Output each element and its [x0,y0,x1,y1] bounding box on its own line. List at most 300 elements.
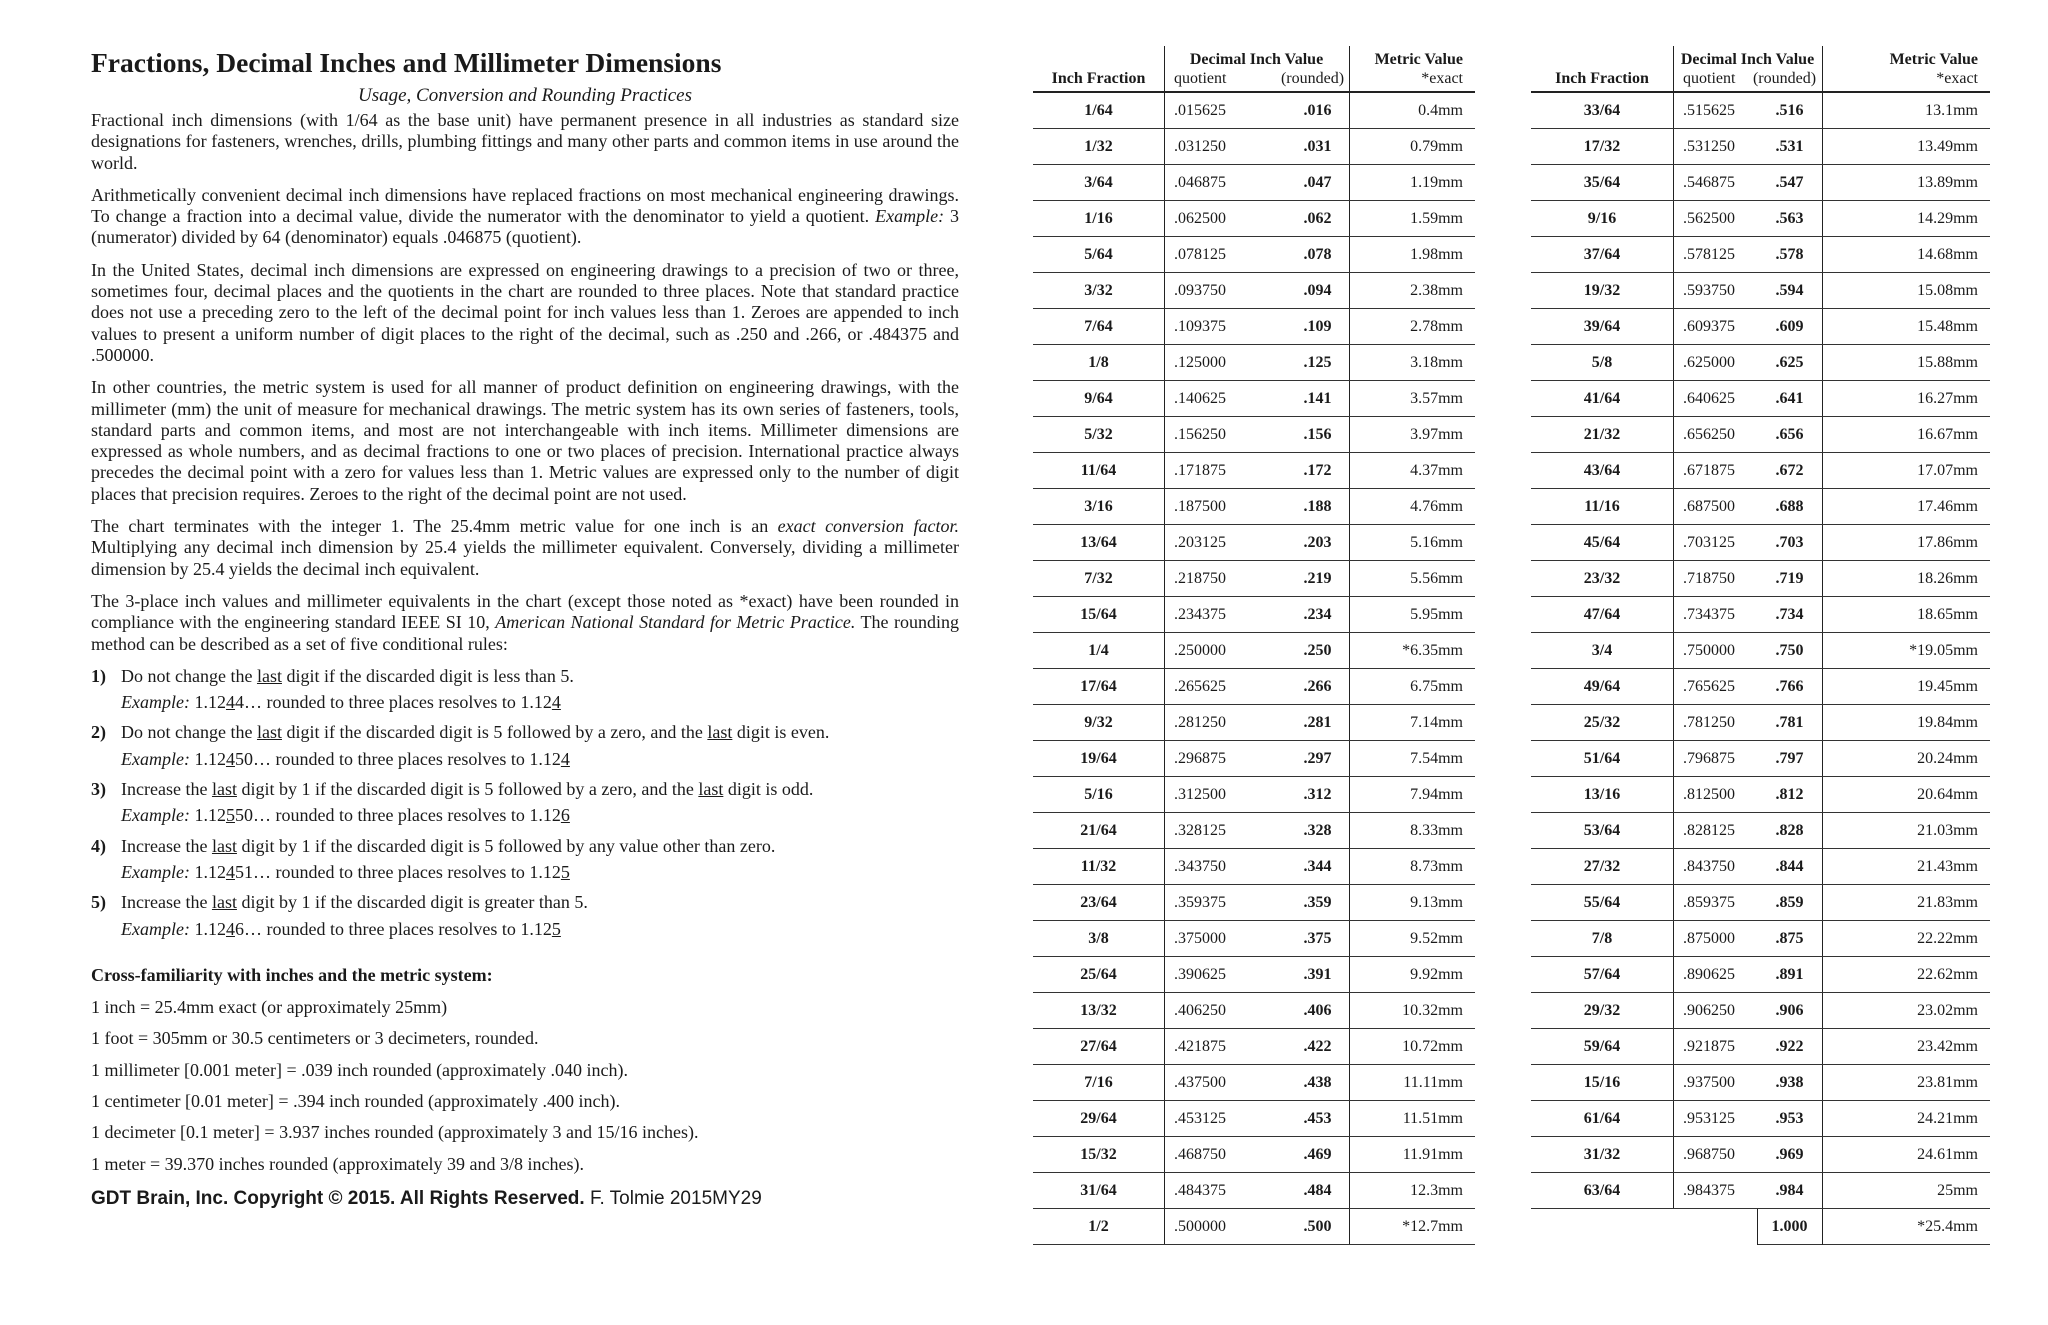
cell-inch-fraction: 29/32 [1583,1002,1621,1019]
conversion-line: 1 decimeter [0.1 meter] = 3.937 inches rounded (approximately 3 and 15/16 inches). [91,1122,699,1143]
column-divider [1822,885,1823,920]
column-divider [1673,849,1674,884]
column-divider [1822,1137,1823,1172]
column-divider [1822,813,1823,848]
cell-metric: 19.45mm [1917,678,1978,695]
table-row [1531,309,1990,345]
table-row [1033,489,1475,525]
column-divider [1673,46,1674,93]
column-divider [1822,777,1823,812]
cell-inch-fraction: 1/4 [1088,642,1109,659]
column-divider [1822,957,1823,992]
cell-metric: 1.59mm [1410,210,1463,227]
table-row [1531,1137,1990,1173]
table-row [1033,705,1475,741]
cell-rounded: .391 [1303,966,1332,983]
cell-inch-fraction: 21/64 [1080,822,1117,839]
cell-rounded: .453 [1303,1110,1332,1127]
table-row [1033,813,1475,849]
cell-inch-fraction: 53/64 [1583,822,1621,839]
cell-metric: 21.83mm [1917,894,1978,911]
header-exact-note: *exact [1421,70,1463,87]
cell-rounded: .266 [1303,678,1332,695]
table-row [1531,921,1990,957]
cell-inch-fraction: 9/32 [1084,714,1113,731]
cell-metric: 10.32mm [1402,1002,1463,1019]
table-header [1531,46,1990,93]
cell-metric: 11.91mm [1402,1146,1463,1163]
table-row [1531,777,1990,813]
rounding-rule: 2) Do not change the last digit if the discarded digit is 5 followed by a zero, and the last digit is even. Example: 1.12450… rounded to three places resolves to 1.124 [91,722,830,769]
cell-metric: 7.54mm [1410,750,1463,767]
table-row [1033,93,1475,129]
column-divider [1349,561,1350,596]
cell-quotient: .125000 [1174,354,1226,371]
cell-inch-fraction: 35/64 [1583,174,1621,191]
cell-quotient: .843750 [1683,858,1735,875]
column-divider [1164,129,1165,164]
column-divider [1822,633,1823,668]
paragraph-metric-practice: In other countries, the metric system is used for all manner of product definition on engineering drawings, with the millimeter (mm) the unit of measure for mechanical drawings. The metric system has its own series of fasteners, tools, standard parts and common items, and most are not interchangeable with inch items. Millimeter dimensions are expressed as whole numbers, and as decimal fractions to one or two places of precision. International practice always precedes the decimal point with a zero for values less than 1. Metric values are expressed only to the number of digit places that precision requires. Zeroes to the right of the decimal point are not used. [91,377,959,504]
column-divider [1822,345,1823,380]
conversion-line: 1 meter = 39.370 inches rounded (approximately 39 and 3/8 inches). [91,1153,585,1174]
table-row [1033,309,1475,345]
table-row [1531,453,1990,489]
cell-inch-fraction: 61/64 [1583,1110,1621,1127]
cell-metric: 9.92mm [1410,966,1463,983]
column-divider [1164,309,1165,344]
cell-rounded: .344 [1303,858,1332,875]
table-row [1531,993,1990,1029]
column-divider [1822,849,1823,884]
table-row [1531,165,1990,201]
cell-metric: 11.51mm [1402,1110,1463,1127]
cell-quotient: .265625 [1174,678,1226,695]
cell-rounded: .281 [1303,714,1332,731]
table-row [1033,1065,1475,1101]
cell-rounded: .438 [1303,1074,1332,1091]
column-divider [1164,201,1165,236]
table-row [1531,1101,1990,1137]
table-row [1033,885,1475,921]
cell-metric: 15.48mm [1917,318,1978,335]
header-decimal-inch-value: Decimal Inch Value [1680,51,1815,68]
cell-metric: 2.78mm [1410,318,1463,335]
cell-metric: 13.49mm [1917,138,1978,155]
cell-inch-fraction: 19/64 [1080,750,1117,767]
cell-inch-fraction: 57/64 [1583,966,1621,983]
cell-rounded: .875 [1775,930,1804,947]
table-row [1033,273,1475,309]
table-row [1033,993,1475,1029]
cell-inch-fraction: 3/16 [1084,498,1113,515]
header-metric-value: Metric Value [1374,51,1463,68]
table-row [1531,957,1990,993]
conversion-table [1033,46,1475,1245]
cell-inch-fraction: 13/32 [1080,1002,1117,1019]
table-row [1531,489,1990,525]
cell-metric: 16.67mm [1917,426,1978,443]
page-title: Fractions, Decimal Inches and Millimeter Dimensions [91,47,722,78]
column-divider [1349,381,1350,416]
column-divider [1822,273,1823,308]
cell-inch-fraction: 43/64 [1583,462,1621,479]
row-underline [1757,1244,1990,1245]
cell-inch-fraction: 3/32 [1084,282,1113,299]
cell-quotient: .468750 [1174,1146,1226,1163]
cell-inch-fraction: 45/64 [1583,534,1621,551]
column-divider [1822,201,1823,236]
cell-rounded: .797 [1775,750,1804,767]
cell-inch-fraction: 23/32 [1583,570,1621,587]
cell-rounded: .188 [1303,498,1332,515]
cell-rounded: .484 [1303,1182,1332,1199]
column-divider [1673,921,1674,956]
cell-quotient [1683,1209,1757,1244]
column-divider [1349,885,1350,920]
column-divider [1673,453,1674,488]
cell-metric: 15.88mm [1917,354,1978,371]
column-divider [1349,1065,1350,1100]
cell-metric: 16.27mm [1917,390,1978,407]
paragraph-rounding-standard: The 3-place inch values and millimeter equivalents in the chart (except those noted as *exact) have been rounded in compliance with the engineering standard IEEE SI 10, American National Standard for Metric Practice. The rounding method can be described as a set of five conditional rules: [91,590,959,654]
table-row [1033,201,1475,237]
cell-inch-fraction: 13/64 [1080,534,1117,551]
table-row [1531,273,1990,309]
column-divider [1164,741,1165,776]
column-divider [1673,777,1674,812]
column-divider [1349,1029,1350,1064]
column-divider [1673,561,1674,596]
column-divider [1673,633,1674,668]
column-divider [1164,813,1165,848]
cell-quotient: .015625 [1174,102,1226,119]
column-divider [1757,1209,1758,1245]
cell-rounded: .688 [1775,498,1804,515]
table-row [1033,741,1475,777]
header-rounded: (rounded) [1280,70,1345,87]
cell-metric: 23.42mm [1917,1038,1978,1055]
column-divider [1822,1209,1823,1245]
table-row [1531,237,1990,273]
cell-rounded: .062 [1303,210,1332,227]
table-row [1531,561,1990,597]
cell-inch-fraction: 11/32 [1080,858,1117,875]
conversion-line: 1 centimeter [0.01 meter] = .394 inch rounded (approximately .400 inch). [91,1090,620,1111]
cell-quotient: .140625 [1174,390,1226,407]
cell-metric: 6.75mm [1410,678,1463,695]
cell-quotient: .921875 [1683,1038,1735,1055]
cell-rounded: .500 [1303,1218,1332,1235]
cell-inch-fraction: 41/64 [1583,390,1621,407]
cell-metric: 9.52mm [1410,930,1463,947]
rounding-rule: 3) Increase the last digit by 1 if the discarded digit is 5 followed by a zero, and the last digit is odd. Example: 1.12550… rounded to three places resolves to 1.126 [91,779,814,826]
cell-metric: 13.89mm [1917,174,1978,191]
cell-inch-fraction: 55/64 [1583,894,1621,911]
cell-quotient: .171875 [1174,462,1226,479]
cell-inch-fraction: 1/64 [1084,102,1113,119]
header-decimal-inch-value: Decimal Inch Value [1189,51,1324,68]
cell-rounded: .594 [1775,282,1804,299]
cell-rounded: .031 [1303,138,1332,155]
cell-rounded: .578 [1775,246,1804,263]
cell-rounded: .812 [1775,786,1804,803]
column-divider [1822,1029,1823,1064]
column-divider [1822,597,1823,632]
column-divider [1164,237,1165,272]
cell-quotient: .640625 [1683,390,1735,407]
column-divider [1822,93,1823,128]
cell-inch-fraction: 51/64 [1583,750,1621,767]
cell-metric: 24.61mm [1917,1146,1978,1163]
cell-inch-fraction: 33/64 [1583,102,1621,119]
table-row [1033,849,1475,885]
cell-metric: 20.64mm [1917,786,1978,803]
table-row [1033,129,1475,165]
cell-rounded: .078 [1303,246,1332,263]
cell-rounded: .109 [1303,318,1332,335]
table-row [1033,1137,1475,1173]
cell-inch-fraction: 1/8 [1088,354,1109,371]
cell-quotient: .203125 [1174,534,1226,551]
cell-inch-fraction [1531,1209,1673,1244]
rounding-rule: 5) Increase the last digit by 1 if the discarded digit is greater than 5. Example: 1.1246… rounded to three places resolves to 1.125 [91,892,588,939]
cell-rounded: .641 [1775,390,1804,407]
cell-inch-fraction: 7/8 [1591,930,1613,947]
cell-rounded: .328 [1303,822,1332,839]
cell-quotient: .046875 [1174,174,1226,191]
cell-metric: 12.3mm [1410,1182,1463,1199]
table-row [1531,885,1990,921]
cell-metric: 19.84mm [1917,714,1978,731]
cell-quotient: .406250 [1174,1002,1226,1019]
cell-quotient: .281250 [1174,714,1226,731]
cell-inch-fraction: 15/32 [1080,1146,1117,1163]
cell-quotient: .062500 [1174,210,1226,227]
header-rounded: (rounded) [1752,70,1817,87]
column-divider [1822,165,1823,200]
cell-inch-fraction: 25/32 [1583,714,1621,731]
table-row [1531,633,1990,669]
cell-rounded: .516 [1775,102,1804,119]
column-divider [1349,741,1350,776]
cell-quotient: .796875 [1683,750,1735,767]
cell-inch-fraction: 1/16 [1084,210,1113,227]
column-divider [1164,453,1165,488]
cell-rounded: .016 [1303,102,1332,119]
table-row [1033,597,1475,633]
cell-quotient: .546875 [1683,174,1735,191]
column-divider [1822,237,1823,272]
cell-inch-fraction: 21/32 [1583,426,1621,443]
column-divider [1164,1101,1165,1136]
column-divider [1822,561,1823,596]
column-divider [1822,921,1823,956]
column-divider [1164,597,1165,632]
cell-quotient: .109375 [1174,318,1226,335]
cell-rounded: .734 [1775,606,1804,623]
cell-rounded: .172 [1303,462,1332,479]
table-row [1531,705,1990,741]
column-divider [1822,1101,1823,1136]
column-divider [1822,417,1823,452]
column-divider [1349,237,1350,272]
column-divider [1673,993,1674,1028]
rounding-rules-list [91,666,959,940]
column-divider [1349,453,1350,488]
column-divider [1164,1065,1165,1100]
cell-inch-fraction: 63/64 [1583,1182,1621,1199]
table-row [1531,741,1990,777]
cell-rounded: .625 [1775,354,1804,371]
conversion-line: 1 millimeter [0.001 meter] = .039 inch rounded (approximately .040 inch). [91,1059,629,1080]
table-row [1531,93,1990,129]
cell-metric: 14.29mm [1917,210,1978,227]
column-divider [1673,1137,1674,1172]
cell-rounded: .938 [1775,1074,1804,1091]
cell-quotient: .687500 [1683,498,1735,515]
table-row [1033,957,1475,993]
column-divider [1349,165,1350,200]
cell-quotient: .375000 [1174,930,1226,947]
table-row [1531,597,1990,633]
cross-familiarity-heading: Cross-familiarity with inches and the metric system: [91,964,493,985]
table-row [1033,777,1475,813]
cell-rounded: .297 [1303,750,1332,767]
cell-metric: 21.43mm [1917,858,1978,875]
column-divider [1673,201,1674,236]
header-quotient: quotient [1174,70,1227,87]
cell-inch-fraction: 3/8 [1088,930,1109,947]
cell-metric: 8.33mm [1410,822,1463,839]
cell-quotient: .859375 [1683,894,1735,911]
cell-rounded: .234 [1303,606,1332,623]
cell-quotient: .296875 [1174,750,1226,767]
column-divider [1673,1173,1674,1208]
table-row [1033,417,1475,453]
cell-quotient: .703125 [1683,534,1735,551]
column-divider [1673,597,1674,632]
rounding-rule: 4) Increase the last digit by 1 if the discarded digit is 5 followed by any value other than zero. Example: 1.12451… rounded to three places resolves to 1.125 [91,835,776,882]
cell-metric: *12.7mm [1402,1218,1463,1235]
page-subtitle: Usage, Conversion and Rounding Practices [357,85,693,106]
column-divider [1673,345,1674,380]
column-divider [1349,345,1350,380]
cell-inch-fraction: 17/64 [1080,678,1117,695]
header-inch-fraction: Inch Fraction [1051,70,1146,87]
column-divider [1673,1101,1674,1136]
cell-inch-fraction: 17/32 [1583,138,1621,155]
cell-quotient: .968750 [1683,1146,1735,1163]
cell-quotient: .578125 [1683,246,1735,263]
cell-rounded: .547 [1775,174,1804,191]
column-divider [1349,417,1350,452]
cell-rounded: .406 [1303,1002,1332,1019]
column-divider [1673,813,1674,848]
column-divider [1673,1065,1674,1100]
table-row [1531,849,1990,885]
column-divider [1164,417,1165,452]
table-row [1531,1029,1990,1065]
cell-rounded: .359 [1303,894,1332,911]
cell-quotient: .828125 [1683,822,1735,839]
table-row [1033,921,1475,957]
rounding-rule: 1) Do not change the last digit if the discarded digit is less than 5. Example: 1.1244… rounded to three places resolves to 1.124 [91,665,574,713]
cell-inch-fraction: 29/64 [1080,1110,1117,1127]
cell-metric: 0.4mm [1418,102,1463,119]
table-row [1531,381,1990,417]
cell-rounded: .375 [1303,930,1332,947]
column-divider [1349,633,1350,668]
column-divider [1673,309,1674,344]
cell-inch-fraction: 25/64 [1080,966,1117,983]
column-divider [1349,705,1350,740]
cell-metric: 5.95mm [1410,606,1463,623]
column-divider [1349,1101,1350,1136]
cell-rounded: .656 [1775,426,1804,443]
column-divider [1822,741,1823,776]
column-divider [1164,849,1165,884]
cell-inch-fraction: 47/64 [1583,606,1621,623]
cell-rounded: .094 [1303,282,1332,299]
cell-inch-fraction: 27/64 [1080,1038,1117,1055]
paragraph-decimal-conversion: Arithmetically convenient decimal inch dimensions have replaced fractions on most mechanical engineering drawings. To change a fraction into a decimal value, divide the numerator with the denominator to yield a quotient. Example: 3 (numerator) divided by 64 (denominator) equals .046875 (quotient). [91,184,960,248]
cell-quotient: .187500 [1174,498,1226,515]
cell-rounded: .531 [1775,138,1804,155]
column-divider [1673,237,1674,272]
column-divider [1164,957,1165,992]
cell-rounded: .781 [1775,714,1804,731]
header-metric-value: Metric Value [1889,51,1978,68]
cell-quotient: .328125 [1174,822,1226,839]
cell-quotient: .250000 [1174,642,1226,659]
cell-metric: 3.97mm [1410,426,1463,443]
cell-inch-fraction: 5/16 [1084,786,1113,803]
cell-metric: 4.37mm [1410,462,1463,479]
column-divider [1349,525,1350,560]
column-divider [1349,1137,1350,1172]
table-row [1531,669,1990,705]
cell-inch-fraction: 49/64 [1583,678,1621,695]
cell-metric: 3.57mm [1410,390,1463,407]
cell-metric: 22.62mm [1917,966,1978,983]
cell-metric: 24.21mm [1917,1110,1978,1127]
table-row [1033,1029,1475,1065]
column-divider [1164,633,1165,668]
paragraph-us-practice: In the United States, decimal inch dimensions are expressed on engineering drawings to a precision of two or three, sometimes four, decimal places and the quotients in the chart are rounded to three places. Note that standard practice does not use a preceding zero to the left of the decimal point for inch values less than 1. Zeroes are appended to inch values to present a uniform number of digit places to the right of the decimal, such as .250 and .266, or .484375 and .500000. [91,259,959,365]
cell-inch-fraction: 7/64 [1084,318,1113,335]
column-divider [1164,777,1165,812]
column-divider [1673,93,1674,128]
cell-quotient: .812500 [1683,786,1735,803]
column-divider [1822,129,1823,164]
column-divider [1822,993,1823,1028]
cell-metric: 14.68mm [1917,246,1978,263]
column-divider [1673,669,1674,704]
column-divider [1349,813,1350,848]
cell-metric: 2.38mm [1410,282,1463,299]
column-divider [1164,381,1165,416]
cell-quotient: .312500 [1174,786,1226,803]
cell-metric: 17.07mm [1917,462,1978,479]
column-divider [1349,93,1350,128]
column-divider [1349,46,1350,93]
cell-inch-fraction: 37/64 [1583,246,1621,263]
header-inch-fraction: Inch Fraction [1555,70,1649,87]
cell-quotient: .781250 [1683,714,1735,731]
cell-quotient: .750000 [1683,642,1735,659]
cell-quotient: .734375 [1683,606,1735,623]
